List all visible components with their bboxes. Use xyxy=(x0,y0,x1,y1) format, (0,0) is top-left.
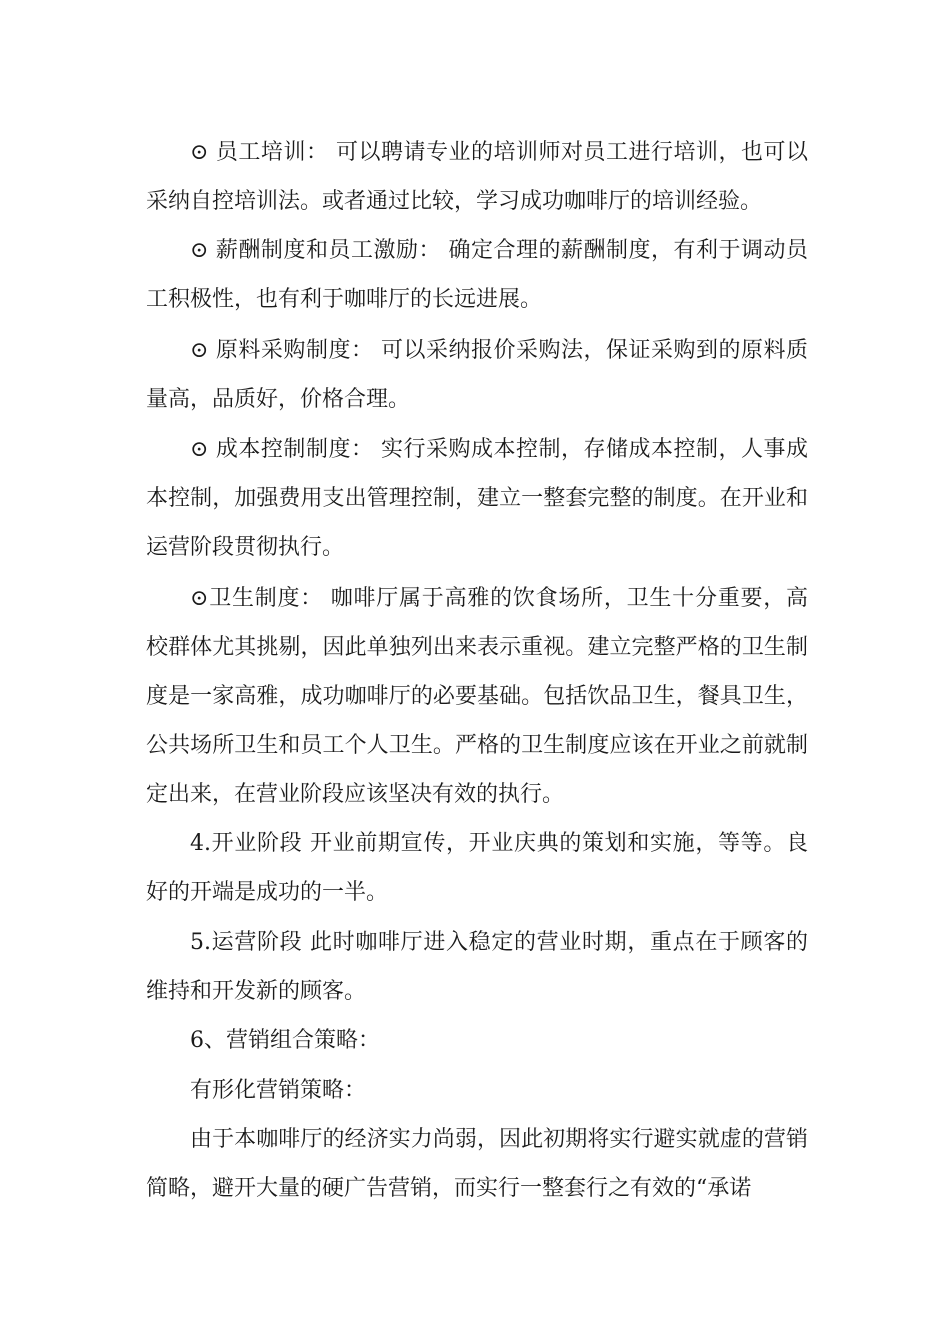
paragraph-opening-stage: 4.开业阶段 开业前期宣传，开业庆典的策划和实施，等等。良好的开端是成功的一半。 xyxy=(146,831,808,905)
paragraph-material-purchasing: ⊙ 原料采购制度： 可以采纳报价采购法，保证采购到的原料质量高，品质好，价格合理。 xyxy=(146,338,808,412)
paragraph-operation-stage: 5.运营阶段 此时咖啡厅进入稳定的营业时期，重点在于顾客的维持和开发新的顾客。 xyxy=(146,930,808,1004)
paragraph-salary-incentive: ⊙ 薪酬制度和员工激励： 确定合理的薪酬制度，有利于调动员工积极性，也有利于咖啡厅的长远进展。 xyxy=(146,238,808,312)
paragraph-staff-training: ⊙ 员工培训： 可以聘请专业的培训师对员工进行培训，也可以采纳自控培训法。或者通过比较，学习成功咖啡厅的培训经验。 xyxy=(146,140,808,214)
paragraph-hygiene: ⊙卫生制度： 咖啡厅属于高雅的饮食场所，卫生十分重要，高校群体尤其挑剔，因此单独列出来表示重视。建立完整严格的卫生制度是一家高雅，成功咖啡厅的必要基础。包括饮品卫生，餐具卫生，公共场所卫生和员工个人卫生。严格的卫生制度应该在开业之前就制定出来，在营业阶段应该坚决有效的执行。 xyxy=(146,586,808,807)
paragraph-marketing-strategy: 由于本咖啡厅的经济实力尚弱，因此初期将实行避实就虚的营销简略，避开大量的硬广告营销，而实行一整套行之有效的“承诺 xyxy=(146,1127,808,1201)
heading-marketing-mix: 6、营销组合策略： xyxy=(190,1028,380,1053)
paragraph-cost-control: ⊙ 成本控制制度： 实行采购成本控制，存储成本控制，人事成本控制，加强费用支出管理控制，建立一整套完整的制度。在开业和运营阶段贯彻执行。 xyxy=(146,437,808,560)
heading-tangible-marketing: 有形化营销策略： xyxy=(190,1078,367,1103)
